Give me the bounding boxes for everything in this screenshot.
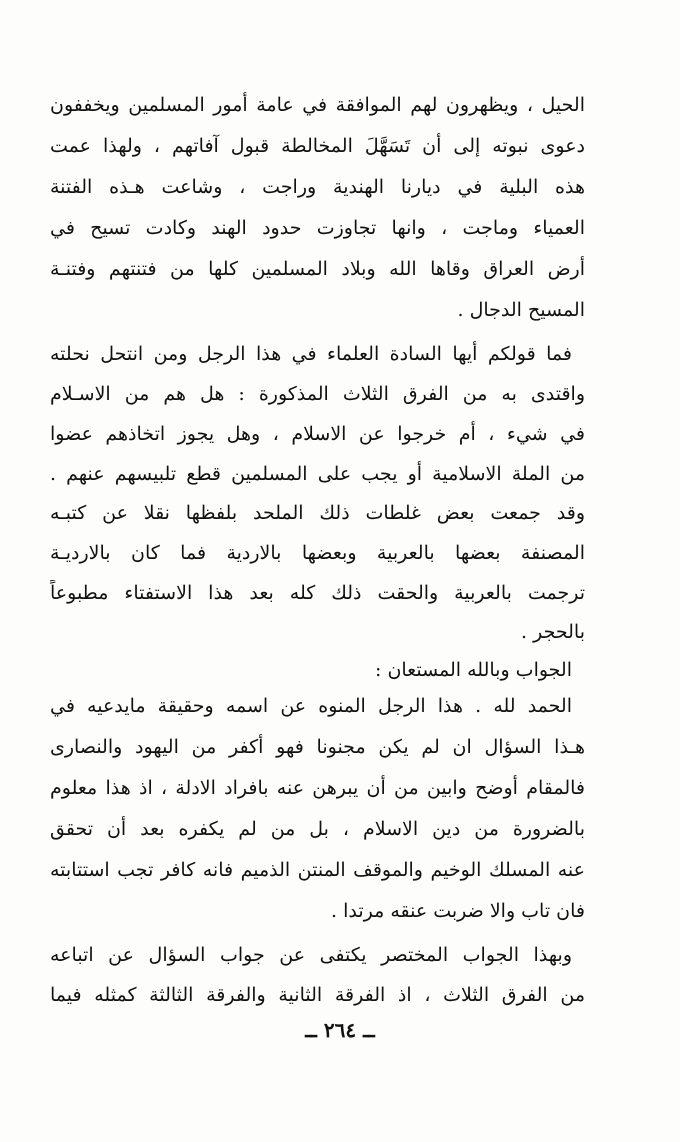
text-line: وبهذا الجواب المختصر يكتفى عن جواب السؤال عن اتباعه (50, 944, 572, 966)
text-line: الحيل ، ويظهرون لهم الموافقة في عامة أمور المسلمين ويخففون (50, 94, 585, 116)
text-line: فان تاب والا ضربت عنقه مرتدا . (331, 900, 585, 922)
text-line: المصنفة بعضها بالعربية وبعضها بالاردية فما كان بالارديـة (50, 542, 585, 564)
text-line: من الفرق الثلاث ، اذ الفرقة الثانية والفرقة الثالثة كمثله فيما (50, 984, 585, 1006)
text-line: ترجمت بالعربية والحقت ذلك كله بعد هذا الاستفتاء مطبوعاً (50, 582, 585, 604)
text-line: بالحجر . (521, 621, 585, 643)
text-line: المسيح الدجال . (457, 299, 585, 321)
text-line: فالمقام أوضح وابين من أن يبرهن عنه بافراد الادلة ، اذ هذا معلوم (50, 777, 585, 799)
text-line: هـذا السؤال ان لم يكن مجنونا فهو أكفر من اليهود والنصارى (50, 736, 585, 758)
text-line: فما قولكم أيها السادة العلماء في هذا الرجل ومن انتحل نحلته (50, 343, 572, 365)
page-number: ــ ٢٦٤ ــ (305, 1018, 375, 1042)
text-line: بالضرورة من دين الاسلام ، بل من لم يكفره بعد أن تحقق (50, 818, 585, 840)
text-line: من الملة الاسلامية أو يجب على المسلمين قطع تلبيسهم عنهم . (50, 463, 585, 485)
text-line: وقد جمعت بعض غلطات ذلك الملحد بلفظها نقلا عن كتبـه (50, 502, 585, 524)
text-line: هذه البلية في ديارنا الهندية وراجت ، وشاعت هـذه الفتنة (50, 176, 585, 198)
text-line: الحمد لله . هذا الرجل المنوه عن اسمه وحقيقة مايدعيه في (50, 695, 572, 717)
text-line: العمياء وماجت ، وانها تجاوزت حدود الهند وكادت تسيح في (50, 217, 585, 239)
answer-heading: الجواب وبالله المستعان : (375, 659, 572, 681)
text-line: أرض العراق وقاها الله وبلاد المسلمين كلها من فتنتهم وفتنـة (50, 258, 585, 280)
text-line: عنه المسلك الوخيم والموقف المنتن الذميم فانه كافر تجب استتابته (50, 859, 585, 881)
text-line: دعوى نبوته إلى أن تَسَهَّلَ المخالطة قبول آفاتهم ، ولهذا عمت (50, 135, 585, 157)
text-line: في شيء ، أم خرجوا عن الاسلام ، وهل يجوز اتخاذهم عضوا (50, 423, 585, 445)
text-line: واقتدى به من الفرق الثلاث المذكورة : هل هم من الاسـلام (50, 383, 585, 405)
